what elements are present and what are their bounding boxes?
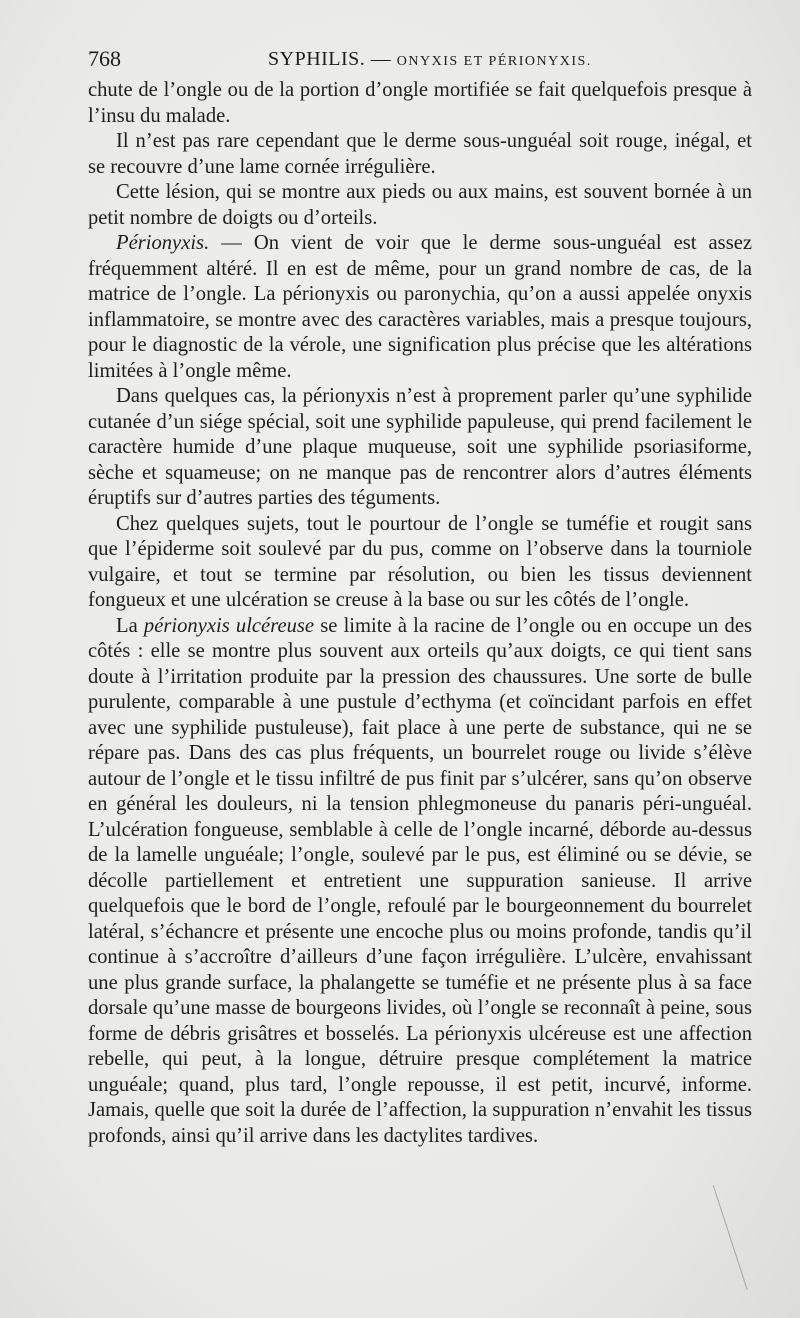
section-heading-italic: Périonyxis. bbox=[116, 232, 210, 254]
paragraph-text: — On vient de voir que le derme sous-unguéal est assez fréquemment altéré. Il en est de même, pour un grand nombre de cas, de la matrice de l’ongle. La périonyxis ou paronychia, qu’on a aussi appelée onyxis inflammatoire, se montre avec des caractères variables, mais a presque toujours, pour le diagnostic de la vérole, une signification plus précise que les altérations limitées à l’ongle même. bbox=[88, 232, 752, 382]
paragraph bbox=[88, 384, 752, 512]
body-text bbox=[88, 78, 752, 1149]
running-title bbox=[268, 48, 592, 71]
running-title-sub: ONYXIS ET PÉRIONYXIS. bbox=[396, 54, 592, 69]
running-header bbox=[88, 44, 760, 80]
paragraph bbox=[88, 614, 752, 1150]
paragraph bbox=[88, 231, 752, 384]
paragraph-lead: La bbox=[116, 614, 144, 637]
paragraph bbox=[88, 78, 752, 129]
paragraph-text: Dans quelques cas, la périonyxis n’est à proprement parler qu’une syphilide cutanée d’un siége spécial, soit une syphilide papuleuse, qui prend facilement le caractère humide d’une plaque muqueuse, soit une syphilide psoriasiforme, sèche et squameuse; on ne manque pas de rencontrer alors d’autres éléments éruptifs sur d’autres parties des téguments. bbox=[88, 385, 752, 509]
page-mark bbox=[713, 1176, 776, 1290]
paragraph-text: se limite à la racine de l’ongle ou en occupe un des côtés : elle se montre plus souvent aux orteils qu’aux doigts, ce qui tient sans doute à l’irritation produite par la pression des chaussures. Une sorte de bulle purulente, comparable à une pustule d’ecthyma (et coïncidant parfois en effet avec une syphilide pustuleuse), fait place à une perte de substance, qui ne se répare pas. Dans des cas plus fréquents, un bourrelet rouge ou livide s’élève autour de l’ongle et le tissu infiltré de pus finit par s’ulcérer, sans qu’on observe en général les douleurs, ni la tension phlegmoneuse du panaris péri-unguéal. L’ulcération fongueuse, semblable à celle de l’ongle incarné, déborde au-dessus de la lamelle unguéale; l’ongle, soulevé par le pus, est éliminé ou se dévie, se décolle partiellement et entretient une suppuration sanieuse. Il arrive quelquefois que le bord de l’ongle, refoulé par le bourgeonnement du bourrelet latéral, s’échancre et présente une encoche plus ou moins profonde, tandis qu’il continue à s’accroître d’ailleurs d’une façon irrégulière. L’ulcère, envahissant une plus grande surface, la phalangette se tuméfie et ne présente plus à sa face dorsale qu’une masse de bourgeons livides, où l’ongle se reconnaît à peine, sous forme de débris grisâtres et bosselés. La périonyxis ulcéreuse est une affection rebelle, qui peut, à la longue, détruire presque complétement la matrice unguéale; quand, plus tard, l’ongle repousse, il est petit, incurvé, informe. Jamais, quelle que soit la durée de l’affection, la suppuration n’envahit les tissus profonds, ainsi qu’il arrive dans les dactylites tardives. bbox=[88, 614, 752, 1147]
term-italic: périonyxis ulcéreuse bbox=[143, 614, 315, 637]
paragraph bbox=[88, 180, 752, 231]
paragraph-text: chute de l’ongle ou de la portion d’ongle mortifiée se fait quelquefois presque à l’insu du malade. bbox=[88, 79, 752, 127]
paragraph-text: Chez quelques sujets, tout le pourtour de l’ongle se tuméfie et rougit sans que l’épiderme soit soulevé par du pus, comme on l’observe dans la tourniole vulgaire, et tout se termine par résolution, ou bien les tissus deviennent fongueux et une ulcération se creuse à la base ou sur les côtés de l’ongle. bbox=[88, 512, 752, 611]
paragraph bbox=[88, 512, 752, 614]
paragraph bbox=[88, 129, 752, 180]
paragraph-text: Il n’est pas rare cependant que le derme sous-unguéal soit rouge, inégal, et se recouvre d’une lame cornée irrégulière. bbox=[88, 130, 752, 178]
paragraph-text: Cette lésion, qui se montre aux pieds ou aux mains, est souvent bornée à un petit nombre de doigts ou d’orteils. bbox=[88, 181, 752, 229]
running-title-main: SYPHILIS. — bbox=[268, 48, 397, 70]
page-number: 768 bbox=[88, 46, 121, 71]
